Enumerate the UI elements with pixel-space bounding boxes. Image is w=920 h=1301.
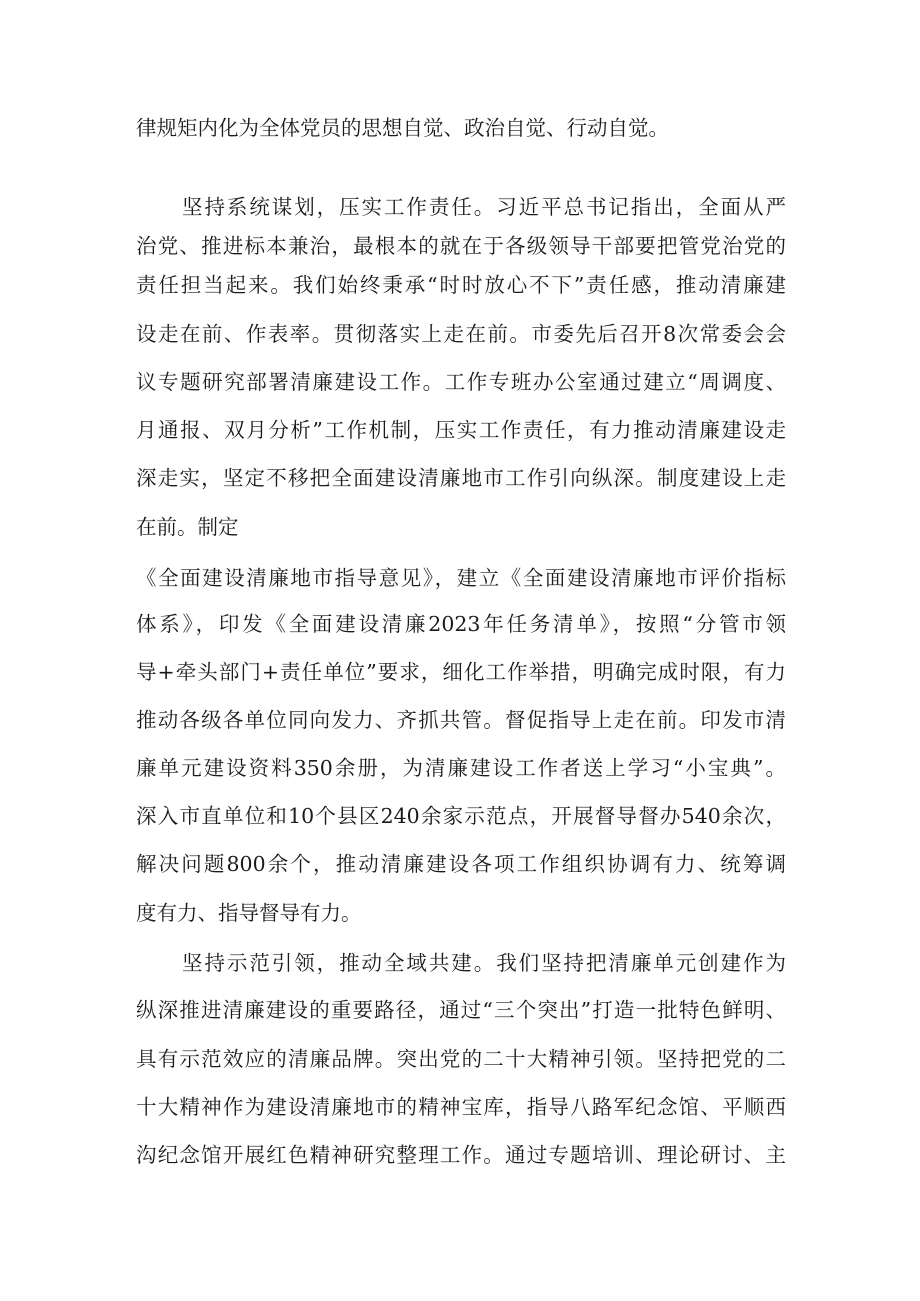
text-line: 十大精神作为建设清廉地市的精神宝库，指导八路军纪念馆、平顺西 bbox=[136, 1095, 786, 1119]
text-line: 推动各级各单位同向发力、齐抓共管。督促指导上走在前。印发市清 bbox=[136, 708, 786, 732]
text-line: 度有力、指导督导有力。 bbox=[136, 901, 362, 925]
text-line: 设走在前、作表率。贯彻落实上走在前。市委先后召开8次常委会会 bbox=[136, 322, 786, 346]
paragraph-start-line: 坚持示范引领，推动全域共建。我们坚持把清廉单元创建作为 bbox=[182, 951, 786, 975]
text-line: 治党、推进标本兼治，最根本的就在于各级领导干部要把管党治党的 bbox=[136, 234, 786, 258]
text-line: 廉单元建设资料350余册，为清廉建设工作者送上学习“小宝典”。 bbox=[136, 756, 786, 780]
paragraph-start-line: 坚持系统谋划，压实工作责任。习近平总书记指出，全面从严 bbox=[182, 195, 786, 219]
text-line: 在前。制定 bbox=[136, 515, 239, 539]
text-line: 沟纪念馆开展红色精神研究整理工作。通过专题培训、理论研讨、主 bbox=[136, 1143, 786, 1167]
text-line: 议专题研究部署清廉建设工作。工作专班办公室通过建立“周调度、 bbox=[136, 370, 786, 394]
text-line: 具有示范效应的清廉品牌。突出党的二十大精神引领。坚持把党的二 bbox=[136, 1047, 786, 1071]
text-line: 《全面建设清廉地市指导意见》，建立《全面建设清廉地市评价指标 bbox=[136, 566, 786, 590]
text-line: 体系》，印发《全面建设清廉2023年任务清单》，按照“分管市领 bbox=[136, 612, 786, 636]
text-line: 深入市直单位和10个县区240余家示范点，开展督导督办540余次， bbox=[136, 804, 786, 828]
text-line: 律规矩内化为全体党员的思想自觉、政治自觉、行动自觉。 bbox=[136, 116, 669, 140]
text-line: 纵深推进清廉建设的重要路径，通过“三个突出”打造一批特色鲜明、 bbox=[136, 998, 786, 1022]
text-line: 月通报、双月分析”工作机制，压实工作责任，有力推动清廉建设走 bbox=[136, 418, 786, 442]
text-line: 解决问题800余个，推动清廉建设各项工作组织协调有力、统筹调 bbox=[136, 852, 786, 876]
text-line: 深走实，坚定不移把全面建设清廉地市工作引向纵深。制度建设上走 bbox=[136, 466, 786, 490]
text-line: 责任担当起来。我们始终秉承“时时放心不下”责任感，推动清廉建 bbox=[136, 273, 786, 297]
text-line: 导+牵头部门+责任单位”要求，细化工作举措，明确完成时限，有力 bbox=[136, 660, 786, 684]
